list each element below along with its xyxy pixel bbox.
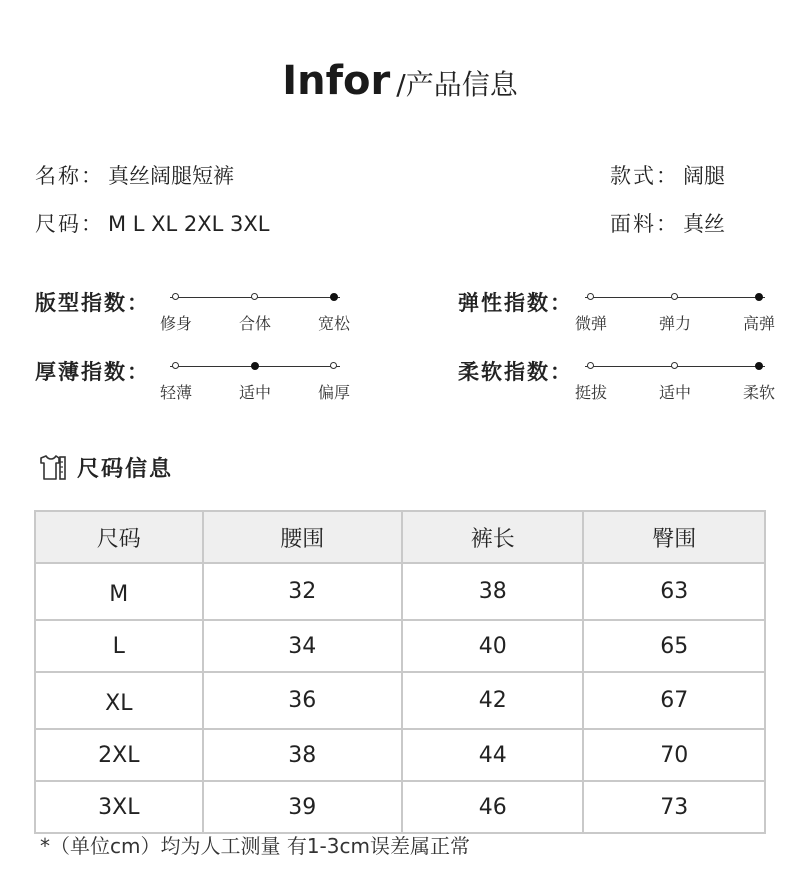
size-table-header-row	[35, 511, 765, 563]
fit-scale-dot	[330, 293, 338, 301]
header-length: 裤长	[402, 511, 583, 563]
cell-length: 42	[402, 672, 583, 729]
softness-index: 柔软指数： 挺拔 适中 柔软	[458, 356, 778, 416]
title-main: Infor	[282, 58, 391, 104]
info-name: 名称： 真丝阔腿短裤	[35, 164, 234, 188]
thickness-scale-dot	[172, 362, 179, 369]
table-row	[35, 563, 765, 620]
elastic-scale-dot	[587, 293, 594, 300]
info-name-value: 真丝阔腿短裤	[108, 164, 234, 188]
cell-waist: 34	[203, 620, 402, 672]
thickness-scale-option: 轻薄	[159, 383, 193, 402]
fit-scale-dot	[172, 293, 179, 300]
cell-size: XL	[35, 672, 203, 729]
cell-waist: 36	[203, 672, 402, 729]
header-waist: 腰围	[203, 511, 402, 563]
cell-hip: 73	[583, 781, 765, 833]
thickness-scale-option: 偏厚	[317, 383, 351, 402]
info-fabric-label: 面料	[610, 212, 656, 236]
shirt-ruler-icon	[35, 454, 67, 482]
softness-scale-option: 适中	[658, 383, 692, 402]
cell-size: L	[35, 620, 203, 672]
softness-scale-dot	[671, 362, 678, 369]
info-style-label: 款式	[610, 164, 656, 188]
info-size-label: 尺码	[35, 212, 81, 236]
table-row	[35, 620, 765, 672]
softness-scale-dot	[587, 362, 594, 369]
header-hip: 臀围	[583, 511, 765, 563]
title-sub: /产品信息	[396, 68, 518, 101]
elastic-scale-option: 高弹	[742, 314, 776, 333]
cell-hip: 70	[583, 729, 765, 781]
cell-size: 3XL	[35, 781, 203, 833]
fit-index-label: 版型指数	[35, 291, 127, 315]
cell-length: 40	[402, 620, 583, 672]
size-table	[34, 510, 766, 834]
info-fabric: 面料： 真丝	[610, 212, 725, 236]
size-section-title: 尺码信息	[77, 457, 174, 482]
elastic-scale-dot	[755, 293, 763, 301]
table-row	[35, 781, 765, 833]
cell-length: 46	[402, 781, 583, 833]
cell-length: 44	[402, 729, 583, 781]
softness-scale-option: 柔软	[742, 383, 776, 402]
thickness-scale-option: 适中	[238, 383, 272, 402]
fit-scale-dot	[251, 293, 258, 300]
cell-length: 38	[402, 563, 583, 620]
softness-index-label: 柔软指数	[458, 360, 550, 384]
cell-hip: 65	[583, 620, 765, 672]
softness-scale-dot	[755, 362, 763, 370]
cell-hip: 67	[583, 672, 765, 729]
header-size: 尺码	[35, 511, 203, 563]
fit-scale-option: 合体	[238, 314, 272, 333]
info-fabric-value: 真丝	[683, 212, 725, 236]
thickness-scale-dot	[330, 362, 337, 369]
cell-waist: 39	[203, 781, 402, 833]
elastic-index: 弹性指数： 微弹 弹力 高弹	[458, 287, 778, 347]
cell-waist: 38	[203, 729, 402, 781]
info-size: 尺码： M L XL 2XL 3XL	[35, 212, 270, 236]
info-size-value: M L XL 2XL 3XL	[108, 212, 270, 236]
elastic-index-label: 弹性指数	[458, 291, 550, 315]
table-row	[35, 672, 765, 729]
elastic-scale-dot	[671, 293, 678, 300]
fit-scale-option: 宽松	[317, 314, 351, 333]
size-section-header	[35, 452, 173, 483]
fit-scale-option: 修身	[159, 314, 193, 333]
cell-size: M	[35, 563, 203, 620]
info-style-value: 阔腿	[683, 164, 725, 188]
info-style: 款式： 阔腿	[610, 164, 725, 188]
table-row	[35, 729, 765, 781]
cell-waist: 32	[203, 563, 402, 620]
cell-hip: 63	[583, 563, 765, 620]
thickness-scale-dot	[251, 362, 259, 370]
page-title	[0, 58, 800, 104]
fit-index: 版型指数： 修身 合体 宽松	[35, 287, 355, 347]
cell-size: 2XL	[35, 729, 203, 781]
elastic-scale-option: 弹力	[658, 314, 692, 333]
elastic-scale-option: 微弹	[574, 314, 608, 333]
info-name-label: 名称	[35, 164, 81, 188]
softness-scale-option: 挺拔	[574, 383, 608, 402]
thickness-index-label: 厚薄指数	[35, 360, 127, 384]
measurement-note: *（单位cm）均为人工测量 有1-3cm误差属正常	[40, 834, 470, 858]
thickness-index: 厚薄指数： 轻薄 适中 偏厚	[35, 356, 355, 416]
